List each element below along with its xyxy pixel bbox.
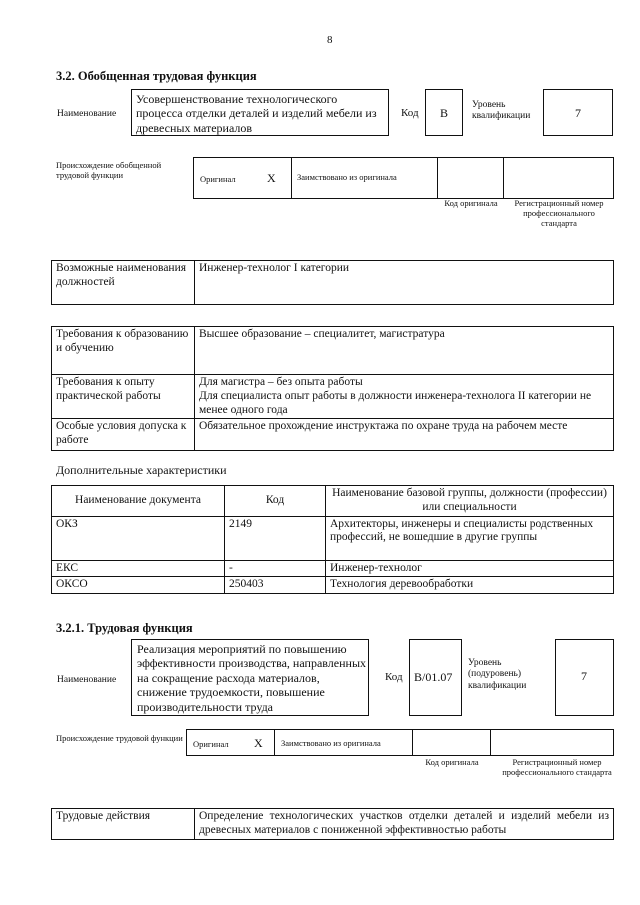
positions-table [51,260,614,305]
additional-header-doc: Наименование документа [52,486,225,517]
function-title: 3.2.1. Трудовая функция [56,621,193,635]
section-original-label: Оригинал [200,174,236,184]
section-borrowed-label: Заимствовано из оригинала [297,172,397,182]
actions-label: Трудовые действия [52,809,195,840]
section-name-label: Наименование [57,109,117,119]
positions-value: Инженер-технолог I категории [195,261,614,305]
function-code-value: B/01.07 [414,670,453,684]
section-level-label: Уровень квалификации [472,100,531,122]
section-origin-box [193,157,614,199]
section-title: 3.2. Обобщенная трудовая функция [56,69,257,83]
function-origin-label: Происхождение трудовой функции [56,733,183,743]
table-row-okz-code: 2149 [225,516,326,560]
function-origin-box [186,729,614,756]
section-reg-number-label: Регистрационный номер профессионального стандарта [514,198,604,229]
function-reg-number-label: Регистрационный номер профессионального стандарта [502,757,612,778]
actions-table [51,808,614,840]
function-original-label: Оригинал [193,739,229,749]
table-row-eks-code: - [225,560,326,577]
positions-label: Возможные наименования должностей [52,261,195,305]
additional-header-code: Код [225,486,326,517]
req-experience-value: Для магистра – без опыта работы Для специалиста опыт работы в должности инженера-технолога II категории не менее одного года [195,375,614,419]
table-row-okz-name: Архитекторы, инженеры и специалисты родственных профессий, не вошедшие в другие группы [326,516,614,560]
additional-table [51,485,614,594]
function-original-mark: X [254,736,263,750]
section-code-label: Код [401,107,419,119]
section-original-mark: X [267,171,276,185]
table-row-okso-code: 250403 [225,577,326,594]
section-name-value: Усовершенствование технологического процесса отделки деталей и изделий мебели из древесных материалов [136,92,377,135]
function-level-label: Уровень (подуровень) квалификации [468,658,527,691]
page-number: 8 [327,34,333,46]
req-education-value: Высшее образование – специалитет, магистратура [195,327,614,375]
section-origin-label: Происхождение обобщенной трудовой функции [56,160,162,181]
additional-title: Дополнительные характеристики [56,463,227,477]
section-level-value: 7 [575,106,581,120]
table-row-okso-doc: ОКСО [52,577,225,594]
table-row-eks-name: Инженер-технолог [326,560,614,577]
additional-header-name: Наименование базовой группы, должности (профессии) или специальности [326,486,614,517]
req-conditions-label: Особые условия допуска к работе [52,419,195,451]
function-code-label: Код [385,671,403,683]
req-education-label: Требования к образованию и обучению [52,327,195,375]
section-code-original-label: Код оригинала [444,198,498,208]
req-conditions-value: Обязательное прохождение инструктажа по охране труда на рабочем месте [195,419,614,451]
function-level-value: 7 [581,669,587,683]
function-name-label: Наименование [57,675,117,685]
requirements-table [51,326,614,451]
function-borrowed-label: Заимствовано из оригинала [281,738,381,748]
table-row-okso-name: Технология деревообработки [326,577,614,594]
section-code-value: B [440,106,449,120]
function-code-original-label: Код оригинала [425,757,479,767]
req-experience-label: Требования к опыту практической работы [52,375,195,419]
table-row-eks-doc: ЕКС [52,560,225,577]
actions-value: Определение технологических участков отделки деталей и изделий мебели из древесных материалов с пониженной эффективностью работы [195,809,614,840]
function-name-value: Реализация мероприятий по повышению эффективности производства, направленных на сокращение расхода материалов, снижение трудоемкости, повышение производительности труда [137,642,367,714]
table-row-okz-doc: ОКЗ [52,516,225,560]
